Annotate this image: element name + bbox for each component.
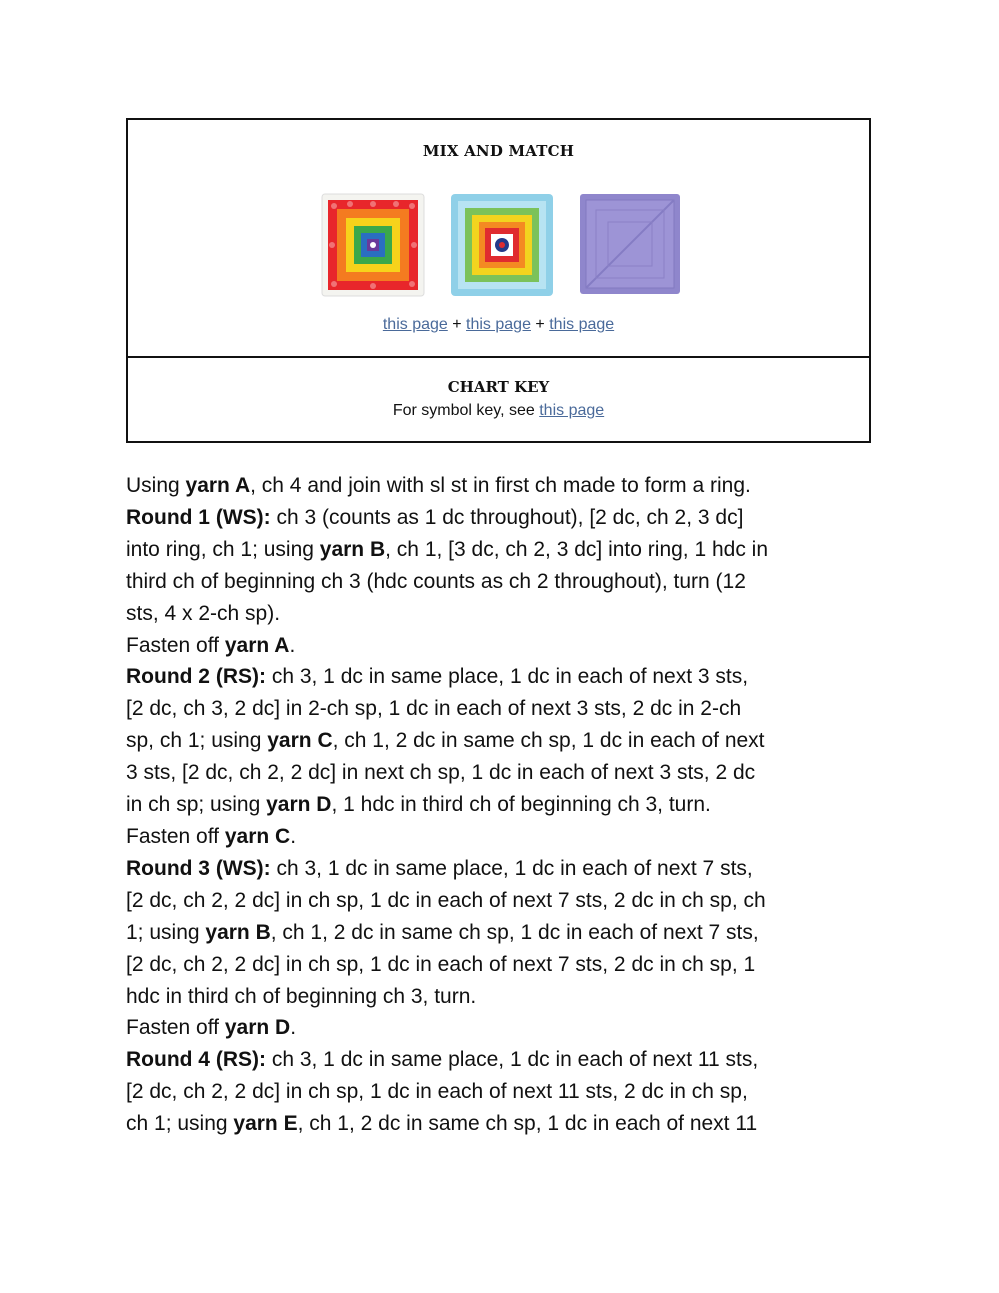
round-2: Round 2 (RS): ch 3, 1 dc in same place, 1 dc in each of next 3 sts, [2 dc, ch 3, 2 dc] in 2-ch sp, 1 dc in each of next 3 sts, 2 dc in 2-ch sp, ch 1; using yarn C, ch 1, 2 dc in same ch sp, 1 dc in each of next 3 sts, [2 dc, ch 2, 2 dc] in next ch sp, 1 dc in each of next 3 sts, 2 dc in ch sp; using yarn D, 1 hdc in third ch of beginning ch 3, turn. [126,665,765,817]
granny-square-images [128,192,869,300]
link-square-2[interactable]: this page [466,316,531,333]
round-4: Round 4 (RS): ch 3, 1 dc in same place, 1 dc in each of next 11 sts, [2 dc, ch 2, 2 dc] in ch sp, 1 dc in each of next 11 sts, 2 dc in ch sp, ch 1; using yarn E, ch 1, 2 dc in same ch sp, 1 dc in each of next 11 [126,1048,759,1136]
fasten-off-2: Fasten off yarn C. [126,824,297,848]
mix-and-match-box [126,118,871,443]
symbol-key-link[interactable]: this page [539,402,605,419]
plus-separator: + [452,316,462,333]
chart-key-section [128,358,869,445]
rainbow-bobble-square-image [320,192,426,300]
purple-square-image [578,192,682,298]
link-square-3[interactable]: this page [549,316,615,333]
plus-separator: + [535,316,545,333]
fasten-off-3: Fasten off yarn D. [126,1016,297,1040]
fasten-off-1: Fasten off yarn A. [126,633,296,657]
round-1: Round 1 (WS): ch 3 (counts as 1 dc throughout), [2 dc, ch 2, 3 dc] into ring, ch 1; using yarn B, ch 1, [3 dc, ch 2, 3 dc] into ring, 1 hdc in third ch of beginning ch 3 (hdc counts as ch 2 throughout), turn (12 sts, 4 x 2-ch sp). [126,505,769,625]
pattern-instructions [126,470,886,1140]
round-3: Round 3 (WS): ch 3, 1 dc in same place, 1 dc in each of next 7 sts, [2 dc, ch 2, 2 dc] in ch sp, 1 dc in each of next 7 sts, 2 dc in ch sp, ch 1; using yarn B, ch 1, 2 dc in same ch sp, 1 dc in each of next 7 sts, [2 dc, ch 2, 2 dc] in ch sp, 1 dc in each of next 7 sts, 2 dc in ch sp, 1 hdc in third ch of beginning ch 3, turn. [126,856,766,1008]
chart-key-text [128,402,869,420]
chart-key-label: For symbol key, see [392,402,540,419]
intro-line: Using yarn A, ch 4 and join with sl st in first ch made to form a ring. [126,474,751,497]
mix-and-match-title: MIX AND MATCH [422,142,575,160]
link-square-1[interactable]: this page [382,316,448,333]
mix-and-match-section [128,120,869,358]
pattern-links [128,316,869,334]
rainbow-concentric-square-image [449,192,555,300]
chart-key-title: CHART KEY [447,378,550,396]
